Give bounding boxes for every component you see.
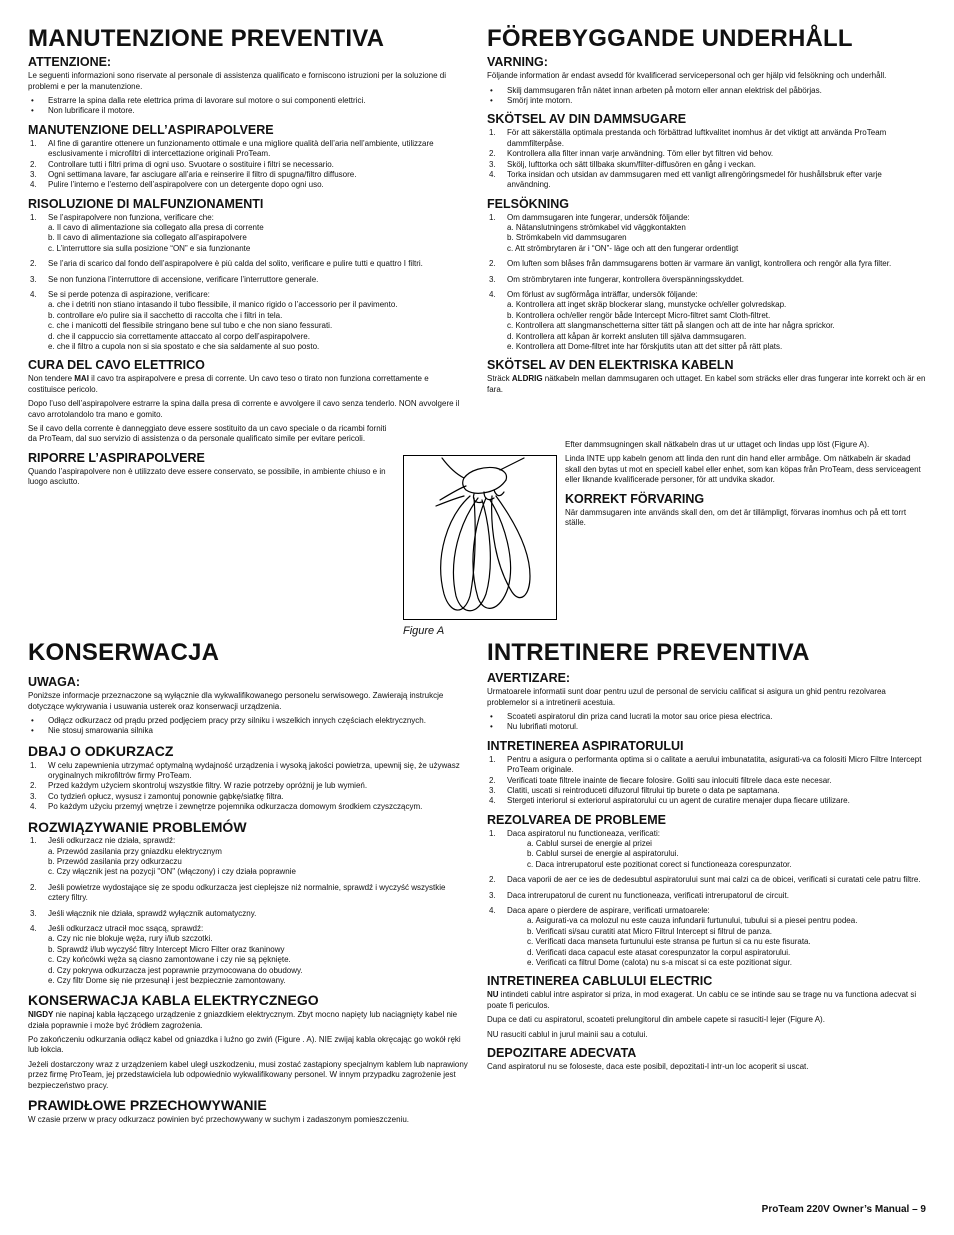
kabeln-p1: Sträck ALDRIG nätkabeln mellan dammsugaren och uttaget. En kabel som sträcks eller dras fungerar inte korrekt och är en fara. bbox=[487, 374, 926, 394]
list-item: 4. Se si perde potenza di aspirazione, verificare: a. che i detriti non stiano intasando il tubo flessibile, il manico rigido o l’accessorio per il pavimento. b. controllare e/o pulire sia il sacchetto di raccolta che i filtri in tela. c. che i manicotti del flessibile stringano bene sul tubo e che non siano fessurati. d. che il cappuccio sia correttamente attaccato al corpo dell’aspirapolvere. e. che il filtro a cupola non si sia spostato e che sia saldamente al suo posto. bbox=[30, 290, 398, 351]
list-item: 1. Pentru a asigura o performanta optima si o calitate a aerului imbunatatita, asigurati-va ca folositi Micro Filtre Intercept ProTeam originale. bbox=[489, 754, 922, 775]
bullet: • Nu lubrifiati motorul. bbox=[487, 722, 927, 732]
przechowywanie-text: W czasie przerw w pracy odkurzacz powinien być przechowywany w suchym i zadaszonym pomieszczeniu. bbox=[28, 1114, 410, 1124]
page-footer: ProTeam 220V Owner’s Manual – 9 bbox=[761, 1204, 926, 1215]
list-item: 4. Jeśli odkurzacz utracił moc ssącą, sprawdź: a. Czy nic nie blokuje węża, rury i/lub szczotki. b. Sprawdź i/lub wyczyść filtry Intercept Micro Filter oraz tkaninowy c. Czy końcówki węża są ciasno zamontowane i czy nie są pęknięte. d. Czy pokrywa odkurzacza jest poprawnie przymocowana do obudowy. e. Czy filtr Dome się nie przesunął i jest bezpiecznie zamontowany. bbox=[30, 924, 303, 985]
list-item: 1. Al fine di garantire ottenere un funzionamento ottimale e una migliore qualità dell’aria nell’ambiente, utilizzare esclusivamente i microfiltri di intercettazione originali ProTeam. bbox=[30, 138, 434, 159]
problemy-heading: ROZWIĄZYWANIE PROBLEMÓW bbox=[28, 818, 247, 835]
kabel-p3: Jeżeli dostarczony wraz z urządzeniem kabel uległ uszkodzeniu, musi zostać zastąpiony specjalnym kablem lub naprawiony przez firmę ProTeam, jej przedstawiciela lub odpowiednio wykwalifikowany personel. W innym przypadku zagrożenie jest bezpieczeństwo pracy. bbox=[28, 1059, 468, 1090]
list-item: 2. Jeśli powietrze wydostające się ze spodu odkurzacza jest cieplejsze niż normalnie, sprawdź i wyczyść wszystkie cztery filtry. bbox=[30, 882, 446, 903]
kabeln-p2: Efter dammsugningen skall nätkabeln dras ut ur uttaget och lindas upp löst (Figure A). bbox=[565, 440, 870, 449]
felsokning-heading: FELSÖKNING bbox=[487, 196, 569, 211]
rezolvarea-heading: REZOLVAREA DE PROBLEME bbox=[487, 812, 666, 827]
attenzione-bullets bbox=[28, 96, 468, 117]
list-item: 3. Se non funziona l’interruttore di accensione, verificare l’interruttore generale. bbox=[30, 274, 319, 284]
cablului-p1: NU intindeti cablul intre aspirator si priza, in mod exagerat. Un cablu ce se intinde sau se trage nu va functiona adecvat si poate fi periculos. bbox=[487, 990, 917, 1010]
list-item: 1. Daca aspiratorul nu functioneaza, verificati: a. Cablul sursei de energie al prizei b. Cablul sursei de energie al aspiratorului. c. Daca intrerupatorul este pozitionat corect si functioneaza corespunzator. bbox=[489, 828, 792, 869]
section-swedish-lower bbox=[565, 440, 927, 532]
kabeln-heading: SKÖTSEL AV DEN ELEKTRISKA KABELN bbox=[487, 358, 734, 373]
polish-title: KONSERWACJA bbox=[28, 639, 220, 666]
list-item: 3. Daca intrerupatorul de curent nu functioneaza, verificati intrerupatorul de circuit. bbox=[489, 890, 789, 900]
uwaga-bullets bbox=[28, 716, 468, 737]
bullet: • Odłącz odkurzacz od prądu przed podjęciem pracy przy silniku i wszelkich innych częściach elektrycznych. bbox=[28, 716, 468, 726]
list-item: 1. Se l’aspirapolvere non funziona, verificare che: a. Il cavo di alimentazione sia collegato alla presa di corrente b. Il cavo di alimentazione sia collegato all’aspirapolvere c. L’interruttore sia sulla posizione “ON” e sia funzionante bbox=[30, 212, 264, 253]
list-item: 4. Om förlust av sugförmåga inträffar, undersök följande: a. Kontrollera att inget skräp blockerar slang, munstycke och/eller golvredskap. b. Kontrollera och/eller rengör både Intercept Micro-filtret samt Cloth-filtret. c. Kontrollera att slangmanschetterna sitter tätt på slangen och att de inte har några sprickor. d. Kontrollera att kåpan är korrekt ansluten till själva dammsugaren. e. Kontrollera att Dome-filtret inte har förskjutits utan att det sitter på rätt plats. bbox=[489, 290, 835, 351]
list-item: 3. Co tydzień opłucz, wysusz i zamontuj ponownie gąbkę/siatkę filtra. bbox=[30, 791, 284, 801]
riporre-heading: RIPORRE L’ASPIRAPOLVERE bbox=[28, 450, 205, 465]
varning-heading: VARNING: bbox=[487, 55, 548, 70]
section-polish bbox=[28, 640, 468, 1129]
kabeln-p3: Linda INTE upp kabeln genom att linda den runt din hand eller armbåge. Om nätkabeln är skadad skall den bytas ut mot en speciell kabel eller enhet, som kan köpas från ProTeam, dess serviceagent eller liknande kvalificerade personer, för att undvika skador. bbox=[565, 454, 921, 485]
cablului-heading: INTRETINEREA CABLULUI ELECTRIC bbox=[487, 974, 713, 989]
dbaj-list bbox=[28, 761, 468, 813]
avertizare-heading: AVERTIZARE: bbox=[487, 671, 571, 686]
list-item: 1. Om dammsugaren inte fungerar, undersök följande: a. Nätanslutningens strömkabel vid väggkontakten b. Strömkabeln vid dammsugaren c. Att strömbrytaren är i “ON”- läge och att den fungerar ordentligt bbox=[489, 212, 739, 253]
kabel-heading: KONSERWACJA KABLA ELEKTRYCZNEGO bbox=[28, 992, 319, 1009]
forvaring-heading: KORREKT FÖRVARING bbox=[565, 491, 705, 506]
list-item: 4. Stergeti interiorul si exteriorul aspiratorului cu un agent de curatire menajer dupa fiecare utilizare. bbox=[489, 796, 850, 806]
varning-bullets bbox=[487, 86, 927, 107]
swedish-title: FÖREBYGGANDE UNDERHÅLL bbox=[487, 25, 853, 52]
attenzione-text: Le seguenti informazioni sono riservate al personale di assistenza qualificato e forniscono istruzioni per la soluzione di problemi e per la manutenzione. bbox=[28, 71, 447, 91]
list-item: 1. W celu zapewnienia utrzymać optymalną wydajność urządzenia i wysoką jakości powietrza, upewnij się, że używasz oryginalnych mikrofiltrów firmy ProTeam. bbox=[30, 760, 460, 780]
list-item: 2. Controllare tutti i filtri prima di ogni uso. Svuotare o sostituire i filtri se necessario. bbox=[30, 159, 334, 169]
list-item: 3. Jeśli włącznik nie działa, sprawdź wyłącznik automatyczny. bbox=[30, 908, 257, 918]
section-romanian bbox=[487, 640, 927, 1076]
bullet: • Nie stosuj smarowania silnika bbox=[28, 726, 468, 736]
list-item: 2. Se l’aria di scarico dal fondo dell’aspirapolvere è più calda del solito, verificare e pulire tutti e quattro I filtri. bbox=[30, 259, 423, 269]
list-item: 4. Torka insidan och utsidan av dammsugaren med ett vanligt allrengöringsmedel för hushållsbruk efter varje användning. bbox=[489, 169, 882, 190]
depozitare-text: Cand aspiratorul nu se foloseste, daca este posibil, depozitati-l intr-un loc acoperit si uscat. bbox=[487, 1061, 809, 1071]
forvaring-text: När dammsugaren inte används skall den, om det är tillämpligt, förvaras inomhus och på ett torrt ställe. bbox=[565, 507, 907, 527]
list-item: 3. Skölj, lufttorka och sätt tillbaka skum/filter-diffusören en gång i veckan. bbox=[489, 159, 756, 169]
uwaga-text: Poniższe informacje przeznaczone są wyłącznie dla wykwalifikowanego personelu serwisowego. Zawierają instrukcje dotyczące wykrywania i usuwania usterek oraz konserwacji urządzenia. bbox=[28, 691, 444, 711]
list-item: 2. Przed każdym użyciem skontroluj wszystkie filtry. W razie potrzeby opróżnij je lub wymień. bbox=[30, 781, 368, 791]
list-item: 1. För att säkerställa optimala prestanda och förbättrad luftkvalitet inomhus är det viktigt att använda ProTeam dammfilterpåse. bbox=[489, 128, 887, 148]
list-item: 1. Jeśli odkurzacz nie działa, sprawdź: a. Przewód zasilania przy gniazdku elektrycznym b. Przewód zasilania przy odkurzaczu c. Czy włącznik jest na pozycji "ON" (włączony) i czy działa poprawnie bbox=[30, 836, 296, 877]
list-item: 3. Ogni settimana lavare, far asciugare all’aria e reinserire il filtro di spugna/filtro diffusore. bbox=[30, 169, 357, 179]
cablului-p3: NU rasuciti cablul in jurul mainii sau a cotului. bbox=[487, 1029, 648, 1039]
depozitare-heading: DEPOZITARE ADECVATA bbox=[487, 1045, 637, 1060]
problemy-list bbox=[28, 836, 468, 986]
aspiratorului-list bbox=[487, 755, 927, 807]
list-item: 2. Daca vaporii de aer ce ies de dedesubtul aspiratorului sunt mai calzi ca de obicei, verificati si curatati cele patru filtre. bbox=[489, 875, 921, 885]
aspiratorului-heading: INTRETINEREA ASPIRATORULUI bbox=[487, 738, 684, 753]
cavo-p1: Non tendere MAI il cavo tra aspirapolvere e presa di corrente. Un cavo teso o tirato non funziona correttamente e costituisce pericolo. bbox=[28, 374, 429, 394]
przechowywanie-heading: PRAWIDŁOWE PRZECHOWYWANIE bbox=[28, 1096, 267, 1113]
cavo-p3: Se il cavo della corrente è danneggiato deve essere sostituito da un cavo speciale o da ricambi forniti da ProTeam, dal suo servizio di assistenza o da personale qualificato simile per evitare pericoli. bbox=[28, 423, 387, 444]
list-item: 2. Kontrollera alla filter innan varje användning. Töm eller byt filtren vid behov. bbox=[489, 149, 774, 159]
italian-title: MANUTENZIONE PREVENTIVA bbox=[28, 25, 385, 52]
kabel-p2: Po zakończeniu odkurzania odłącz kabel od gniazdka i luźno go zwiń (Figure . A). NIE zwijaj kabla okręcając go wokół ręki lub łokcia. bbox=[28, 1034, 461, 1055]
hand-holding-coiled-cord-icon bbox=[404, 456, 556, 619]
malfunzionamenti-list bbox=[28, 213, 468, 353]
bullet: • Non lubrificare il motore. bbox=[28, 106, 468, 116]
list-item: 4. Po każdym użyciu przemyj wnętrze i zewnętrze pojemnika odkurzacza domowym środkiem czyszczącym. bbox=[30, 802, 423, 812]
bullet: • Smörj inte motorn. bbox=[487, 96, 927, 106]
bullet: • Skilj dammsugaren från nätet innan arbeten på motorn eller annan elektrisk del påbörjas. bbox=[487, 86, 927, 96]
figure-caption: Figure A bbox=[403, 625, 445, 637]
section-swedish bbox=[487, 26, 927, 399]
list-item: 4. Daca apare o pierdere de aspirare, verificati urmatoarele: a. Asigurati-va ca molozul nu este cauza infundarii furtunului, tubului si a piesei pentru podea. b. Verificati si/sau curatiti atat Micro Filtrul Intercept si filtrul de panza. c. Verificati daca manseta furtunului este stransa pe furtun si ca nu este fisurata. d. Verificati daca capacul este atasat corespunzator la corpul aspiratorului. e. Verificati ca filtrul Dome (calota) nu s-a miscat si ca este pozitionat sigur. bbox=[489, 906, 858, 967]
figure-a bbox=[403, 455, 557, 620]
list-item: 2. Om luften som blåses från dammsugarens botten är varmare än vanligt, kontrollera och rengör alla fyra filter. bbox=[489, 259, 892, 269]
skotsel-heading: SKÖTSEL AV DIN DAMMSUGARE bbox=[487, 112, 687, 127]
list-item: 4. Pulire l’interno e l’esterno dell’aspirapolvere con un detergente dopo ogni uso. bbox=[30, 180, 324, 190]
skotsel-list bbox=[487, 128, 927, 190]
aspirapolvere-list bbox=[28, 139, 468, 191]
varning-text: Följande information är endast avsedd för kvalificerad servicepersonal och ger hjälp vid felsökning och underhåll. bbox=[487, 71, 887, 81]
cablului-p2: Dupa ce dati cu aspiratorul, scoateti prelungitorul din ambele capete si rasuciti-l lejer (Figure A). bbox=[487, 1015, 825, 1025]
riporre-text: Quando l’aspirapolvere non è utilizzato deve essere conservato, se possibile, in ambiente chiuso e in luogo asciutto. bbox=[28, 466, 386, 487]
uwaga-heading: UWAGA: bbox=[28, 675, 81, 690]
cavo-p2: Dopo l’uso dell’aspirapolvere estrarre la spina dalla presa di corrente e avvolgere il cavo senza tenderlo. NON avvolgere il cavo arrotolandolo tra mano e gomito. bbox=[28, 399, 460, 419]
avertizare-bullets bbox=[487, 712, 927, 733]
list-item: 3. Clatiti, uscati si reintroduceti difuzorul filtrului tip burete o data pe saptamana. bbox=[489, 785, 780, 795]
bullet: • Scoateti aspiratorul din priza cand lucrati la motor sau orice piesa electrica. bbox=[487, 712, 927, 722]
kabel-p1: NIGDY nie napinaj kabla łączącego urządzenie z gniazdkiem elektrycznym. Zbyt mocno napięty lub naciągnięty kabel nie działa poprawnie i może być źródłem zagrożenia. bbox=[28, 1010, 458, 1030]
list-item: 2. Verificati toate filtrele inainte de fiecare folosire. Goliti sau inlocuiti filtrele daca este necesar. bbox=[489, 775, 832, 785]
bullet: • Estrarre la spina dalla rete elettrica prima di lavorare sul motore o sui componenti elettrici. bbox=[28, 96, 468, 106]
aspirapolvere-heading: MANUTENZIONE DELL’ASPIRAPOLVERE bbox=[28, 122, 274, 137]
felsokning-list bbox=[487, 213, 927, 353]
list-item: 3. Om strömbrytaren inte fungerar, kontrollera överspänningsskyddet. bbox=[489, 274, 745, 284]
section-italian bbox=[28, 26, 468, 492]
rezolvarea-list bbox=[487, 829, 927, 969]
attenzione-heading: ATTENZIONE: bbox=[28, 55, 112, 70]
romanian-title: INTRETINERE PREVENTIVA bbox=[487, 639, 810, 666]
malfunzionamenti-heading: RISOLUZIONE DI MALFUNZIONAMENTI bbox=[28, 196, 264, 211]
cavo-heading: CURA DEL CAVO ELETTRICO bbox=[28, 358, 205, 373]
avertizare-text: Urmatoarele informatii sunt doar pentru uzul de personal de serviciu calificat si asigura un ghid pentru rezolvarea problemelor si a intretinerii acestuia. bbox=[487, 687, 886, 707]
dbaj-heading: DBAJ O ODKURZACZ bbox=[28, 742, 174, 759]
